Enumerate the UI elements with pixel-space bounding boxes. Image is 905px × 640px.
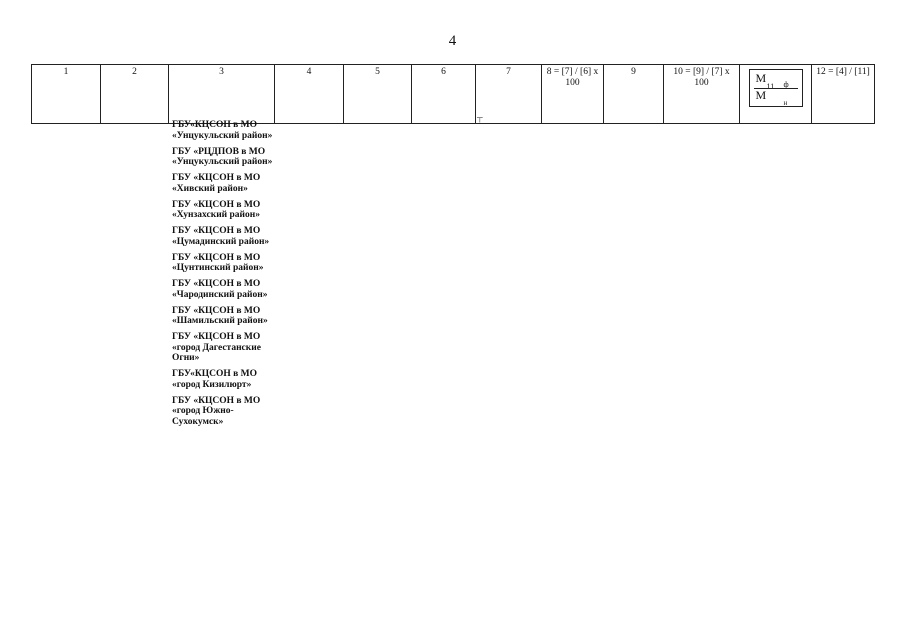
col-header-11 bbox=[740, 65, 812, 124]
col-header-6: 6 bbox=[412, 65, 476, 124]
org-item: ГБУ «КЦСОН в МО «город Южно-Сухокумск» bbox=[172, 395, 261, 427]
header-table bbox=[31, 64, 875, 124]
org-item: ГБУ«КЦСОН в МО «Унцукульский район» bbox=[172, 120, 273, 141]
organization-list bbox=[172, 120, 277, 433]
page-number: 4 bbox=[448, 33, 457, 49]
org-item: ГБУ «КЦСОН в МО «Цумадинский район» bbox=[172, 226, 270, 247]
col-header-7: 7 bbox=[476, 65, 542, 124]
col-header-4: 4 bbox=[275, 65, 344, 124]
org-item: ГБУ «РЦДПОВ в МО «Унцукульский район» bbox=[172, 146, 273, 167]
col-header-10: 10 = [9] / [7] x 100 bbox=[664, 65, 740, 124]
col-header-3: 3 bbox=[169, 65, 275, 124]
org-item: ГБУ «КЦСОН в МО «город Дагестанские Огни» bbox=[172, 332, 261, 363]
formula-den-subscript: н bbox=[783, 99, 788, 107]
org-item: ГБУ«КЦСОН в МО «город Кизилюрт» bbox=[172, 369, 258, 390]
col-header-2: 2 bbox=[101, 65, 169, 124]
org-item: ГБУ «КЦСОН в МО «Хивский район» bbox=[172, 173, 261, 194]
col-header-9: 9 bbox=[604, 65, 664, 124]
col-header-8: 8 = [7] / [6] x 100 bbox=[542, 65, 604, 124]
org-item: ГБУ «КЦСОН в МО «Шамильский район» bbox=[172, 305, 268, 326]
org-item: ГБУ «КЦСОН в МО «Хунзахский район» bbox=[172, 199, 261, 220]
org-item: ГБУ «КЦСОН в МО «Чародинский район» bbox=[172, 279, 268, 300]
org-item: ГБУ «КЦСОН в МО «Цунтинский район» bbox=[172, 252, 264, 273]
formula-subscript: 11 bbox=[766, 82, 775, 91]
formula-denominator: M bbox=[755, 88, 767, 102]
col-header-12: 12 = [4] / [11] bbox=[812, 65, 875, 124]
formula-box bbox=[749, 69, 803, 107]
formula-superscript: ф bbox=[783, 80, 789, 89]
formula-numerator: M bbox=[755, 71, 767, 85]
header-row bbox=[32, 65, 875, 124]
col-header-1: 1 bbox=[32, 65, 101, 124]
col-header-5: 5 bbox=[344, 65, 412, 124]
scan-mark: ┬ bbox=[477, 113, 483, 122]
